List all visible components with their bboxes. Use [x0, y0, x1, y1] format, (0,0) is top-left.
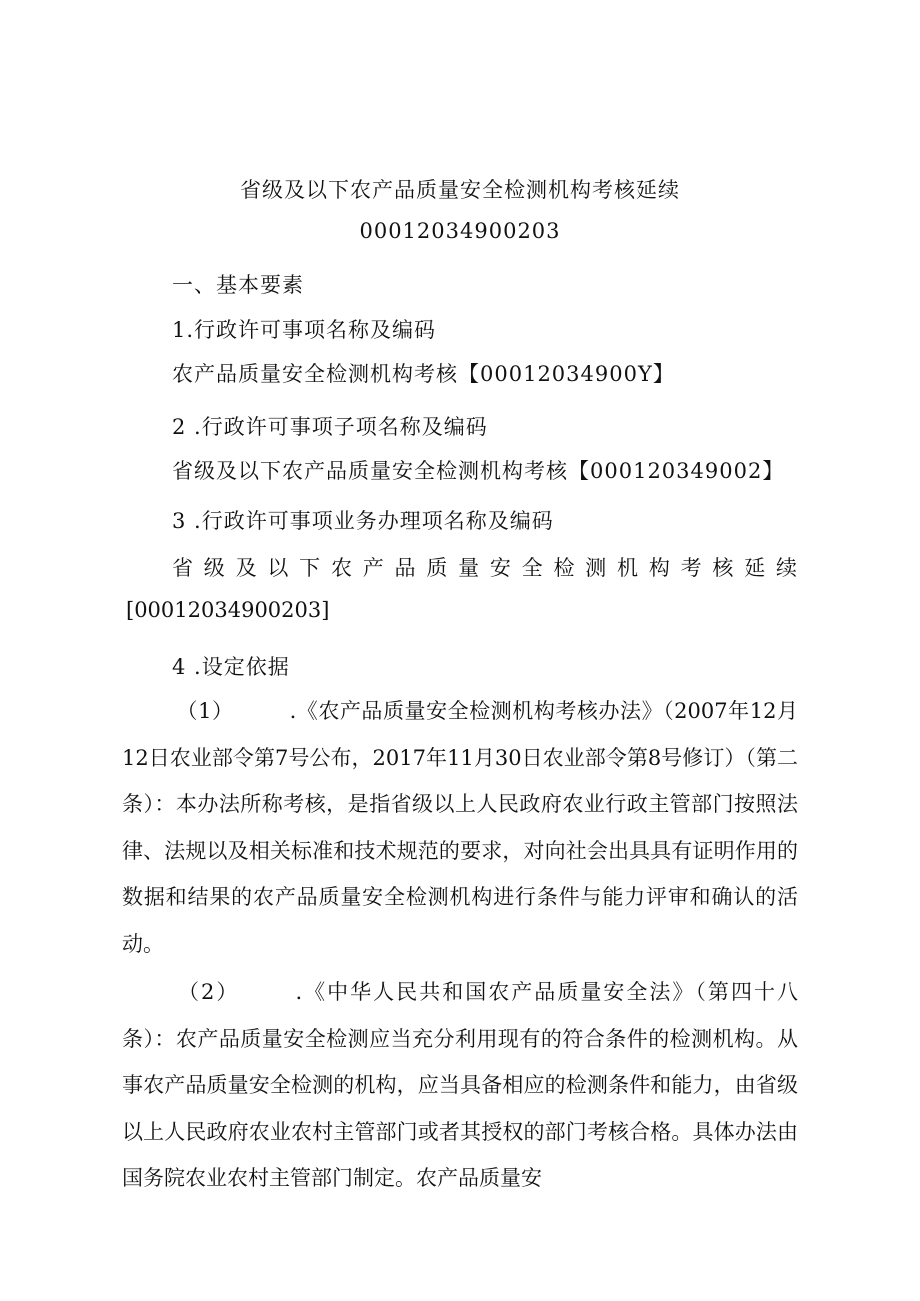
- section-heading-basic-elements: 一、基本要素: [172, 273, 304, 297]
- item3-value-line1: 省级及以下农产品质量安全检测机构考核延续: [172, 556, 798, 580]
- document-title: 省级及以下农产品质量安全检测机构考核延续: [240, 178, 680, 202]
- basis1-number: （1）: [176, 699, 234, 723]
- basis2-number: （2）: [176, 980, 240, 1004]
- basis1-text: .《农产品质量安全检测机构考核办法》（2007年12月12日农业部令第7号公布，2017年11月30日农业部令第8号修订）（第二条）：本办法所称考核，是指省级以上人民政府农业行政主管部门按照法律、法规以及相关标准和技术规范的要求，对向社会出具具有证明作用的数据和结果的农产品质量安全检测机构进行条件与能力评审和确认的活动。: [122, 699, 798, 956]
- basis2-text: .《中华人民共和国农产品质量安全法》（第四十八条）：农产品质量安全检测应当充分利用现有的符合条件的检测机构。从事农产品质量安全检测的机构，应当具备相应的检测条件和能力，由省级以上人民政府农业农村主管部门或者其授权的部门考核合格。具体办法由国务院农业农村主管部门制定。农产品质量安: [122, 980, 798, 1190]
- basis-paragraph-2: [122, 969, 798, 1202]
- item1-heading: 1.行政许可事项名称及编码: [172, 318, 437, 342]
- item1-value: 农产品质量安全检测机构考核【00012034900Y】: [172, 362, 675, 386]
- basis-paragraph-1: [122, 688, 798, 967]
- item3-value-line2: [00012034900203]: [126, 598, 330, 622]
- item3-heading: 3 .行政许可事项业务办理项名称及编码: [172, 509, 554, 533]
- item4-heading: 4 .设定依据: [172, 655, 290, 679]
- item2-heading: 2 .行政许可事项子项名称及编码: [172, 415, 488, 439]
- item2-value: 省级及以下农产品质量安全检测机构考核【000120349002】: [172, 459, 785, 483]
- document-code: 00012034900203: [359, 219, 561, 243]
